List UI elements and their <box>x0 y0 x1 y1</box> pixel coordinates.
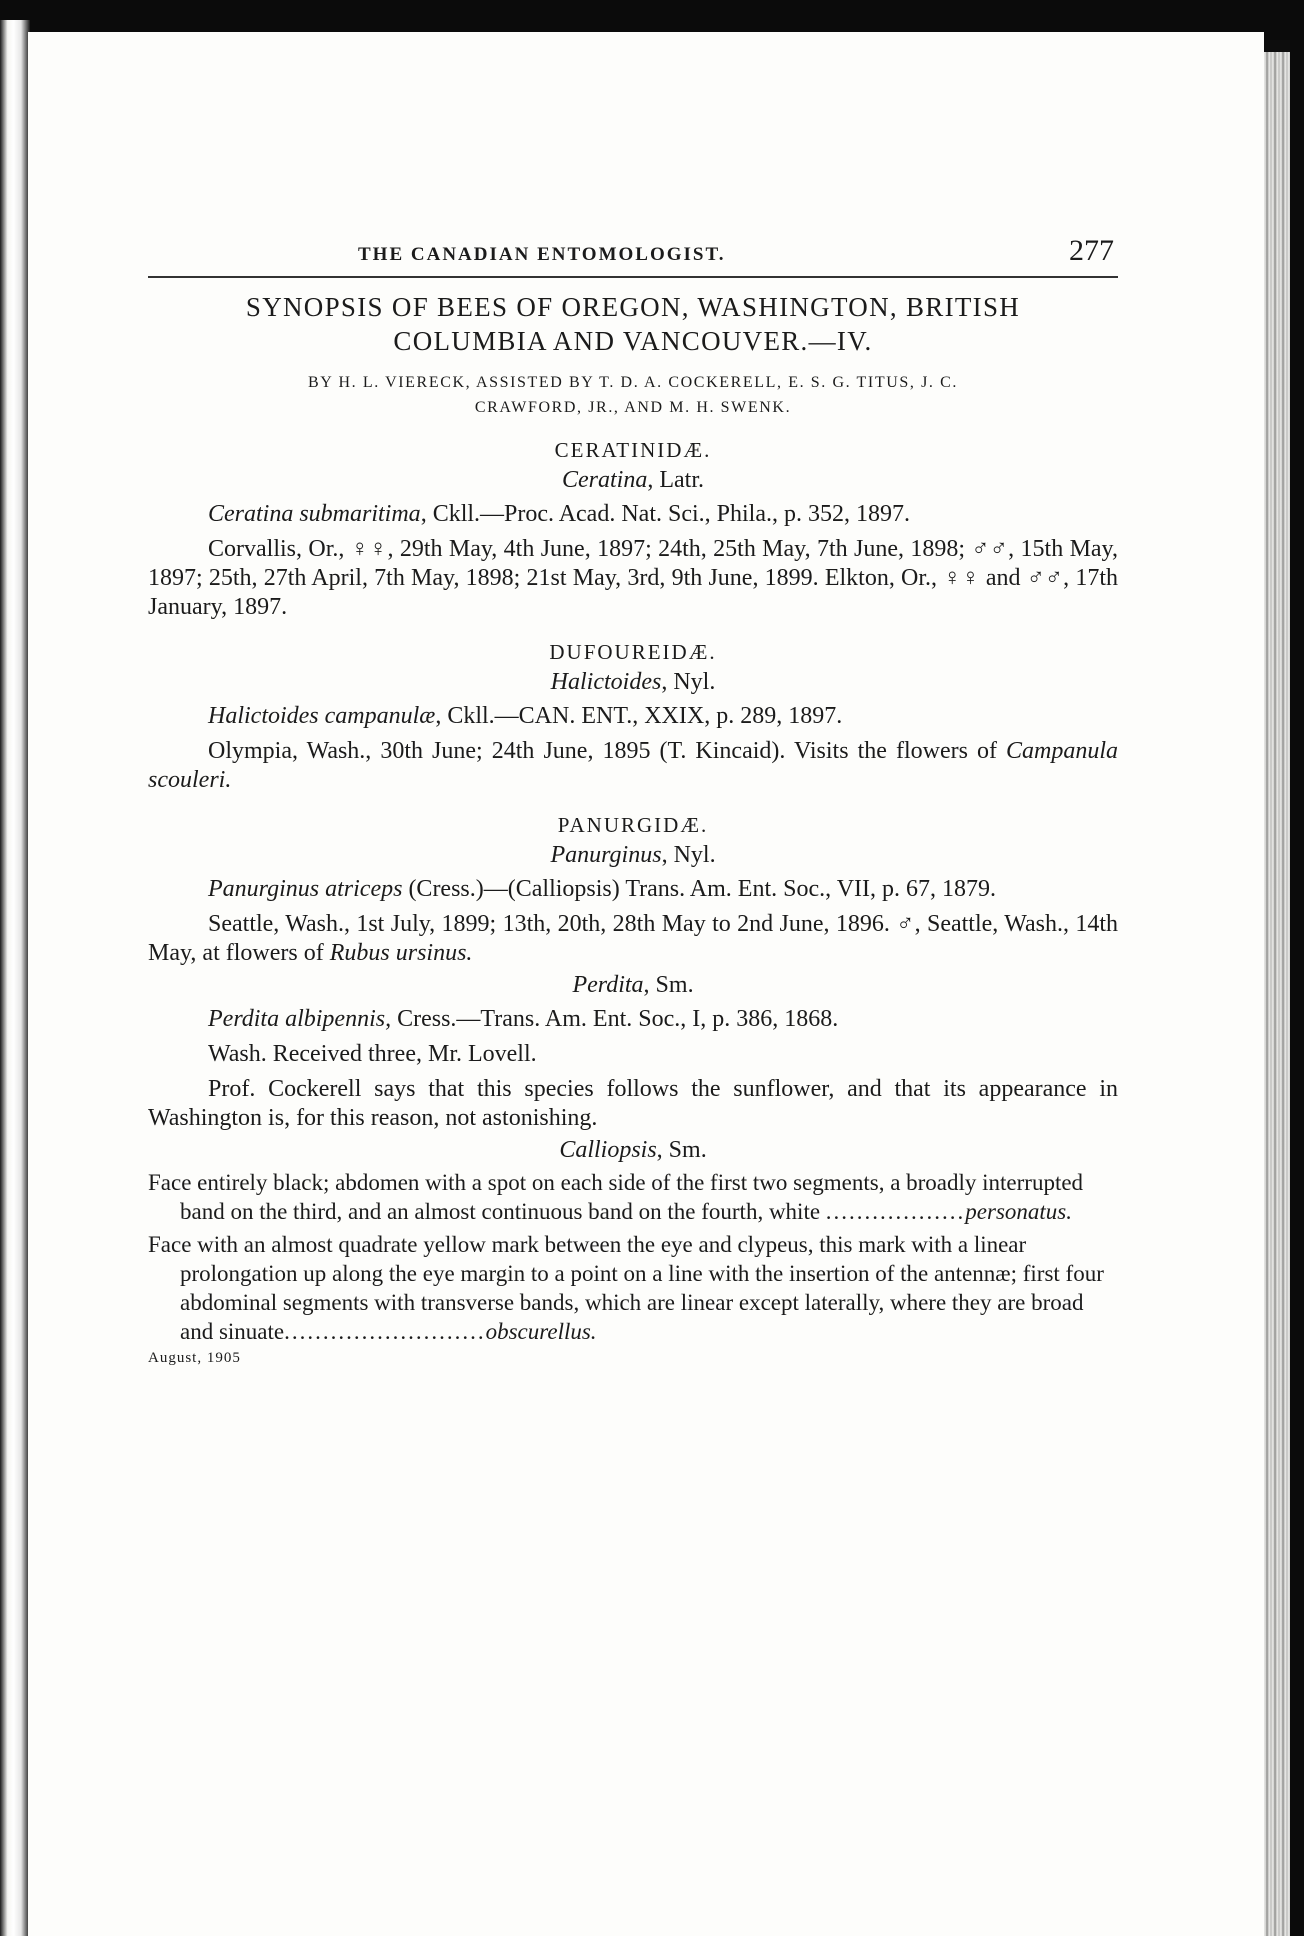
record-text: Seattle, Wash., 1st July, 1899; 13th, 20th, 28th May to 2nd June, 1896. ♂, Seattle, Wash., 14th May, at flowers of <box>148 911 1118 966</box>
species-citation-ceratina-submaritima <box>148 500 1118 529</box>
leader-dots: .......................... <box>284 1319 486 1344</box>
species-name: Panurginus atriceps <box>208 876 403 902</box>
page-text-block <box>148 232 1118 1367</box>
species-name: Ceratina submaritima <box>208 501 421 527</box>
byline-line-1: BY H. L. VIERECK, ASSISTED BY T. D. A. COCKERELL, E. S. G. TITUS, J. C. <box>308 374 958 391</box>
citation-text: , Ckll.—CAN. ENT., XXIX, p. 289, 1897. <box>435 703 843 729</box>
article-title-line-1: SYNOPSIS OF BEES OF OREGON, WASHINGTON, BRITISH <box>245 292 1021 322</box>
byline-line-2: CRAWFORD, JR., AND M. H. SWENK. <box>474 399 792 416</box>
locality-record: Wash. Received three, Mr. Lovell. <box>208 1041 537 1067</box>
book-page <box>28 32 1264 1936</box>
genus-author: , Latr. <box>647 467 704 493</box>
species-name: Perdita albipennis, <box>208 1006 392 1032</box>
key-species: personatus. <box>965 1199 1072 1224</box>
family-heading-ceratinidae: CERATINIDÆ. <box>554 438 712 462</box>
key-species: obscurellus. <box>485 1319 597 1344</box>
running-head <box>148 232 1118 278</box>
genus-author: , Sm. <box>656 1137 707 1163</box>
species-citation-halictoides-campanulae <box>148 702 1118 731</box>
locality-record: Corvallis, Or., ♀♀, 29th May, 4th June, 1897; 24th, 25th May, 7th June, 1898; ♂♂, 15th May, 1897; 25th, 27th April, 7th May, 1898; 21st May, 3rd, 9th June, 1899. Elkton, Or., ♀♀ and ♂♂, 17th January, 1897. <box>148 536 1118 620</box>
genus-heading-halictoides <box>148 669 1118 696</box>
remark-paragraph: Prof. Cockerell says that this species follows the sunflower, and that its appearance in Washington is, for this reason, not astonishing. <box>148 1076 1118 1131</box>
scan-background-right <box>1290 40 1304 1936</box>
genus-heading-panurginus <box>148 842 1118 869</box>
family-heading-dufoureidae: DUFOUREIDÆ. <box>549 640 717 664</box>
genus-name: Ceratina <box>562 467 648 493</box>
citation-text: , Ckll.—Proc. Acad. Nat. Sci., Phila., p. 352, 1897. <box>420 501 910 527</box>
genus-author: , Nyl. <box>661 669 716 695</box>
locality-record <box>148 910 1118 968</box>
genus-author: , Nyl. <box>661 842 716 868</box>
locality-record <box>148 737 1118 795</box>
journal-title: THE CANADIAN ENTOMOLOGIST. <box>358 244 726 265</box>
leader-dots: .................. <box>825 1199 966 1224</box>
family-heading-panurgidae: PANURGIDÆ. <box>557 813 709 837</box>
scan-facing-page-edge <box>0 20 30 1936</box>
article-title-line-2: COLUMBIA AND VANCOUVER.—IV. <box>393 326 873 356</box>
genus-heading-calliopsis <box>148 1137 1118 1164</box>
byline <box>148 370 1118 420</box>
species-citation-perdita-albipennis <box>148 1005 1118 1034</box>
species-name: Halictoides campanulæ <box>208 703 436 729</box>
genus-heading-ceratina <box>148 467 1118 494</box>
genus-heading-perdita <box>148 972 1118 999</box>
key-entry-obscurellus <box>148 1230 1118 1346</box>
page-number: 277 <box>1069 234 1114 267</box>
genus-name: Calliopsis <box>559 1137 657 1163</box>
footer-date: August, 1905 <box>148 1350 241 1366</box>
genus-author: , Sm. <box>643 972 694 998</box>
genus-name: Halictoides <box>550 669 662 695</box>
citation-text: (Cress.)—(Calliopsis) Trans. Am. Ent. Soc., VII, p. 67, 1879. <box>402 876 997 902</box>
key-text: Face entirely black; abdomen with a spot on each side of the first two segments, a broadly interrupted band on the third, and an almost continuous band on the fourth, white <box>148 1170 1084 1224</box>
key-text: Face with an almost quadrate yellow mark between the eye and clypeus, this mark with a linear prolongation up along the eye margin to a point on a line with the insertion of the antennæ; first four abdominal segments with transverse bands, which are linear except laterally, where they are broad and sinuate <box>148 1232 1104 1344</box>
species-citation-panurginus-atriceps <box>148 875 1118 904</box>
plant-name: Campanula scouleri. <box>148 738 1118 793</box>
record-text: Olympia, Wash., 30th June; 24th June, 1895 (T. Kincaid). Visits the flowers of <box>208 738 1006 764</box>
key-entry-personatus <box>148 1168 1118 1226</box>
genus-name: Perdita <box>572 972 644 998</box>
plant-name: Rubus ursinus. <box>329 940 473 966</box>
article-title <box>148 290 1118 358</box>
genus-name: Panurginus <box>550 842 662 868</box>
citation-text: Cress.—Trans. Am. Ent. Soc., I, p. 386, 1868. <box>391 1006 839 1032</box>
